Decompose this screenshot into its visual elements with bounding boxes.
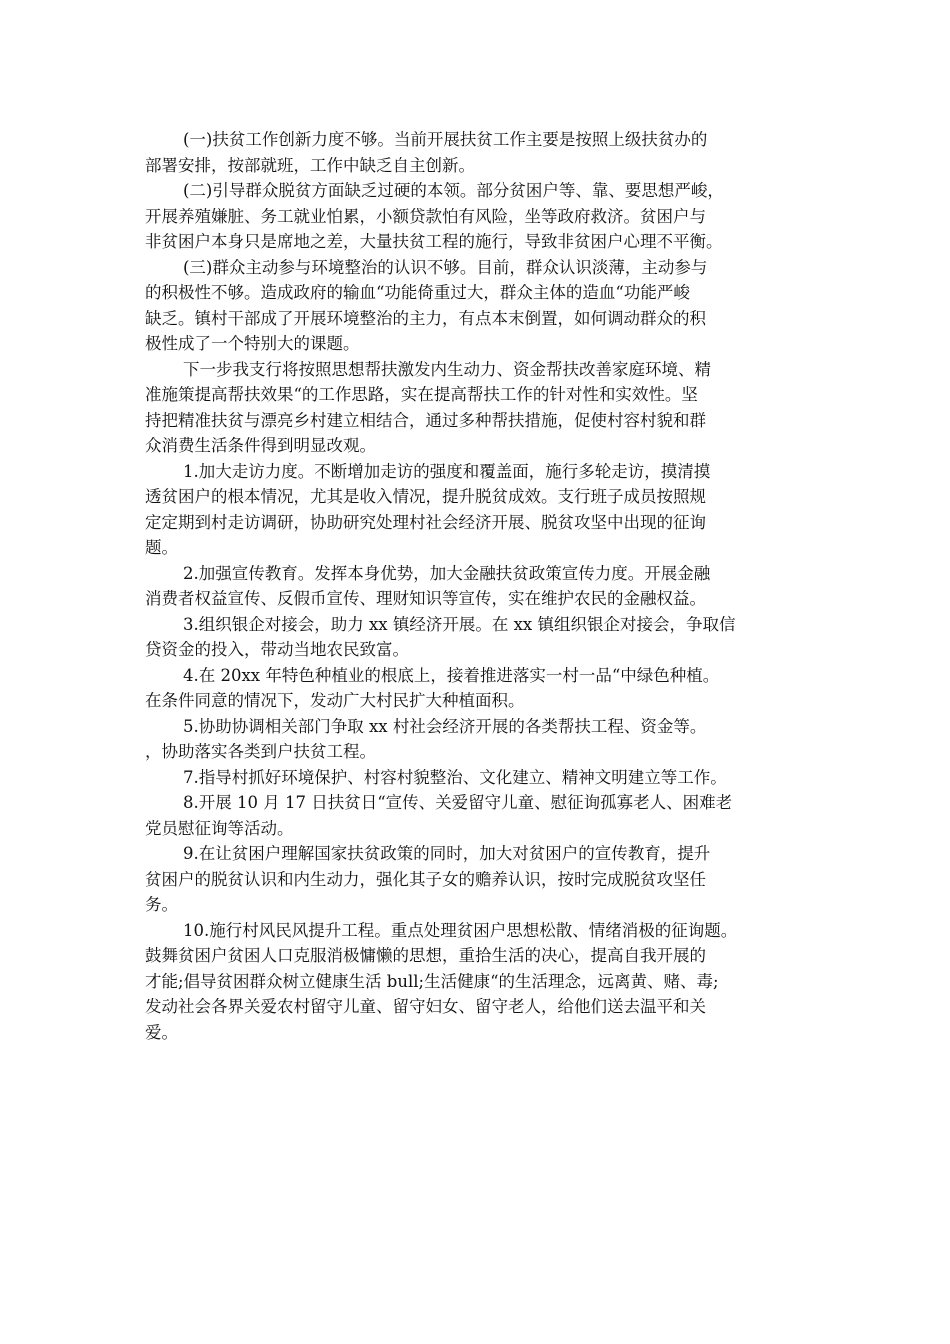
paragraph [145, 765, 815, 791]
text-line: ，协助落实各类到户扶贫工程。 [145, 742, 376, 761]
text-line: 极性成了一个特别大的课题。 [145, 334, 360, 353]
text-line: 贷资金的投入，带动当地农民致富。 [145, 640, 409, 659]
paragraph [145, 561, 815, 612]
text-line: 的积极性不够。造成政府的输血“功能倚重过大，群众主体的造血“功能严峻 [145, 283, 690, 302]
text-line: 缺乏。镇村干部成了开展环境整治的主力，有点本末倒置，如何调动群众的积 [145, 308, 706, 328]
text-line: 1.加大走访力度。不断增加走访的强度和覆盖面，施行多轮走访，摸清摸 [183, 461, 711, 481]
text-line: 8.开展 10 月 17 日扶贫日“宣传、关爱留守儿童、慰征询孤寡老人、困难老 [183, 793, 733, 812]
text-line: (一)扶贫工作创新力度不够。当前开展扶贫工作主要是按照上级扶贫办的 [183, 130, 708, 149]
text-line: 部署安排，按部就班，工作中缺乏自主创新。 [145, 155, 475, 175]
paragraph [145, 357, 815, 459]
text-line: 2.加强宣传教育。发挥本身优势，加大金融扶贫政策宣传力度。开展金融 [183, 563, 711, 583]
text-line: 题。 [145, 538, 178, 557]
text-line: 7.指导村抓好环境保护、村容村貌整治、文化建立、精神文明建立等工作。 [183, 767, 727, 787]
text-line: 9.在让贫困户理解国家扶贫政策的同时，加大对贫困户的宣传教育，提升 [183, 844, 711, 863]
text-line: 鼓舞贫困户贫困人口克服消极慵懒的思想，重拾生活的决心，提高自我开展的 [145, 946, 706, 965]
text-line: 定定期到村走访调研，协助研究处理村社会经济开展、脱贫攻坚中出现的征询 [145, 512, 706, 532]
paragraph [145, 841, 815, 918]
text-line: 4.在 20xx 年特色种植业的根底上，接着推进落实一村一品“中绿色种植。 [183, 665, 720, 685]
text-line: (二)引导群众脱贫方面缺乏过硬的本领。部分贫困户等、靠、要思想严峻， [183, 181, 724, 200]
text-line: 消费者权益宣传、反假币宣传、理财知识等宣传，实在维护农民的金融权益。 [145, 589, 706, 608]
text-line: 5.协助协调相关部门争取 xx 村社会经济开展的各类帮扶工程、资金等。 [183, 716, 707, 736]
paragraph [145, 790, 815, 841]
text-line: 发动社会各界关爱农村留守儿童、留守妇女、留守老人，给他们送去温平和关 [145, 997, 706, 1016]
paragraph [145, 663, 815, 714]
paragraph [145, 178, 815, 255]
text-line: 才能;倡导贫困群众树立健康生活 bull;生活健康“的生活理念，远离黄、赌、毒; [145, 971, 719, 991]
paragraph [145, 714, 815, 765]
text-line: 在条件同意的情况下，发动广大村民扩大种植面积。 [145, 691, 525, 710]
text-line: 非贫困户本身只是席地之差，大量扶贫工程的施行，导致非贫困户心理不平衡。 [145, 232, 723, 251]
document-body [145, 127, 815, 1045]
text-line: 下一步我支行将按照思想帮扶激发内生动力、资金帮扶改善家庭环境、精 [183, 359, 711, 379]
text-line: 透贫困户的根本情况，尤其是收入情况，提升脱贫成效。支行班子成员按照规 [145, 487, 706, 506]
text-line: 持把精准扶贫与漂亮乡村建立相结合，通过多种帮扶措施，促使村容村貌和群 [145, 410, 706, 430]
text-line: 务。 [145, 895, 178, 914]
text-line: 开展养殖嫌脏、务工就业怕累，小额贷款怕有风险，坐等政府救济。贫困户与 [145, 206, 706, 226]
paragraph [145, 612, 815, 663]
paragraph [145, 918, 815, 1046]
text-line: 党员慰征询等活动。 [145, 818, 294, 838]
text-line: 众消费生活条件得到明显改观。 [145, 436, 376, 455]
text-line: 准施策提高帮扶效果“的工作思路，实在提高帮扶工作的针对性和实效性。坚 [145, 385, 698, 404]
paragraph [145, 255, 815, 357]
text-line: (三)群众主动参与环境整治的认识不够。目前，群众认识淡薄，主动参与 [183, 257, 708, 277]
text-line: 贫困户的脱贫认识和内生动力，强化其子女的赡养认识，按时完成脱贫攻坚任 [145, 869, 706, 889]
text-line: 3.组织银企对接会，助力 xx 镇经济开展。在 xx 镇组织银企对接会，争取信 [183, 614, 736, 634]
paragraph [145, 127, 815, 178]
text-line: 10.施行村风民风提升工程。重点处理贫困户思想松散、情绪消极的征询题。 [183, 920, 738, 940]
paragraph [145, 459, 815, 561]
text-line: 爱。 [145, 1022, 178, 1042]
